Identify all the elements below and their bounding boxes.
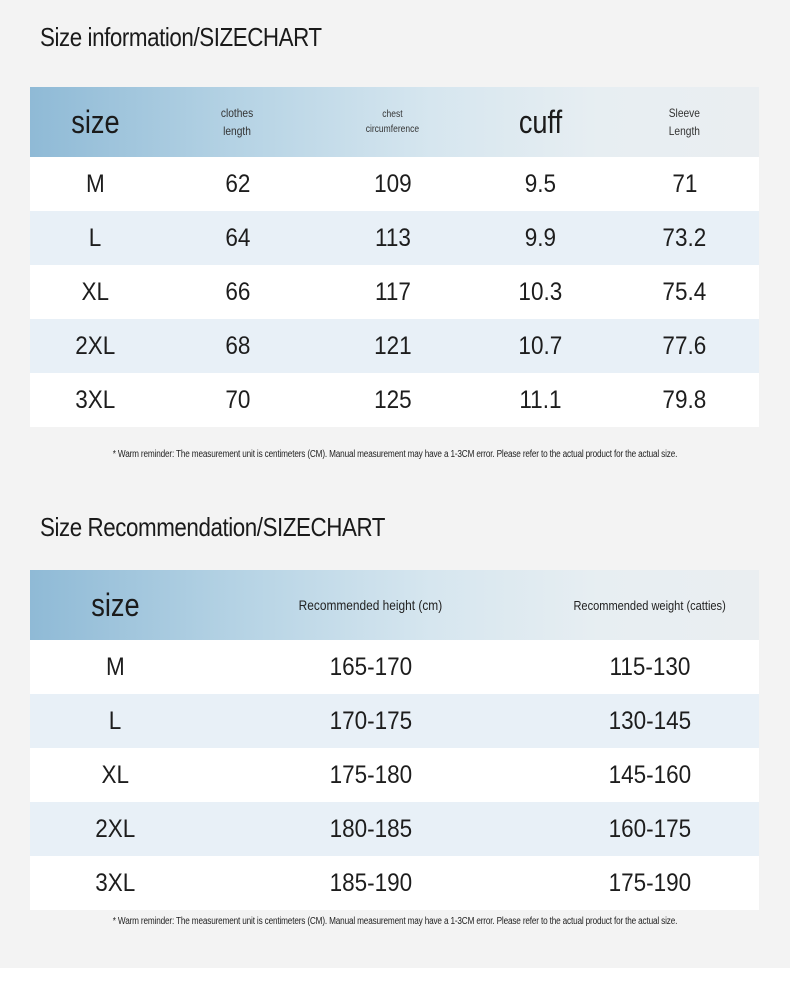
cell-sleeve-length: 75.4 xyxy=(662,277,707,306)
cell-chest: 117 xyxy=(374,277,411,306)
size-recommendation-table xyxy=(30,570,759,910)
cell-weight: 145-160 xyxy=(608,760,692,789)
header-recommended-weight: Recommended weight (catties) xyxy=(573,597,727,613)
header-size: size xyxy=(90,586,140,623)
cell-weight: 160-175 xyxy=(608,814,692,843)
cell-cuff: 10.3 xyxy=(518,277,562,306)
size-information-table xyxy=(30,87,759,427)
cell-chest: 125 xyxy=(373,385,412,414)
cell-chest: 113 xyxy=(374,223,411,252)
cell-cuff: 9.9 xyxy=(524,223,556,252)
cell-clothes-length: 66 xyxy=(224,277,251,306)
size-information-title: Size information/SIZECHART xyxy=(40,22,322,52)
table-row xyxy=(30,856,759,910)
header-size: size xyxy=(70,103,120,140)
table-row xyxy=(30,694,759,748)
cell-clothes-length: 62 xyxy=(224,169,251,198)
cell-chest: 109 xyxy=(373,169,412,198)
cell-size: M xyxy=(105,652,125,681)
cell-clothes-length: 70 xyxy=(224,385,251,414)
cell-height: 165-170 xyxy=(329,652,412,681)
header-chest-circumference: chest circumference xyxy=(365,109,420,135)
cell-weight: 175-190 xyxy=(608,868,692,897)
cell-size: L xyxy=(108,706,122,735)
table-row xyxy=(30,319,759,373)
warm-reminder-note: * Warm reminder: The measurement unit is centimeters (CM). Manual measurement may have a 1-3CM error. Please refer to the actual product for the actual size. xyxy=(112,916,678,927)
table-header xyxy=(30,87,759,157)
warm-reminder-note: * Warm reminder: The measurement unit is centimeters (CM). Manual measurement may have a 1-3CM error. Please refer to the actual product for the actual size. xyxy=(112,449,678,460)
cell-cuff: 9.5 xyxy=(524,169,556,198)
cell-chest: 121 xyxy=(373,331,412,360)
cell-weight: 115-130 xyxy=(609,652,691,681)
cell-sleeve-length: 77.6 xyxy=(662,331,707,360)
bottom-band xyxy=(0,968,790,989)
header-clothes-length: clothes length xyxy=(221,106,254,138)
table-body xyxy=(30,640,759,910)
header-cuff: cuff xyxy=(518,103,562,140)
cell-size: 2XL xyxy=(94,814,136,843)
cell-height: 185-190 xyxy=(329,868,412,897)
cell-clothes-length: 68 xyxy=(224,331,251,360)
cell-weight: 130-145 xyxy=(608,706,692,735)
table-row xyxy=(30,748,759,802)
cell-height: 180-185 xyxy=(329,814,412,843)
header-sleeve-length: Sleeve Length xyxy=(668,106,701,138)
table-row xyxy=(30,157,759,211)
cell-size: M xyxy=(85,169,105,198)
cell-size: 3XL xyxy=(94,868,136,897)
cell-cuff: 10.7 xyxy=(518,331,562,360)
table-row xyxy=(30,640,759,694)
header-recommended-height: Recommended height (cm) xyxy=(298,597,443,613)
cell-sleeve-length: 73.2 xyxy=(662,223,707,252)
cell-sleeve-length: 79.8 xyxy=(662,385,707,414)
cell-clothes-length: 64 xyxy=(224,223,251,252)
cell-cuff: 11.1 xyxy=(518,385,562,414)
cell-height: 175-180 xyxy=(329,760,412,789)
cell-height: 170-175 xyxy=(329,706,412,735)
cell-sleeve-length: 71 xyxy=(671,169,698,198)
cell-size: 3XL xyxy=(74,385,116,414)
table-row xyxy=(30,802,759,856)
cell-size: L xyxy=(88,223,102,252)
cell-size: XL xyxy=(101,760,129,789)
table-header xyxy=(30,570,759,640)
cell-size: 2XL xyxy=(74,331,116,360)
table-row xyxy=(30,211,759,265)
table-body xyxy=(30,157,759,427)
table-row xyxy=(30,265,759,319)
cell-size: XL xyxy=(81,277,109,306)
table-row xyxy=(30,373,759,427)
size-recommendation-title: Size Recommendation/SIZECHART xyxy=(40,512,386,542)
